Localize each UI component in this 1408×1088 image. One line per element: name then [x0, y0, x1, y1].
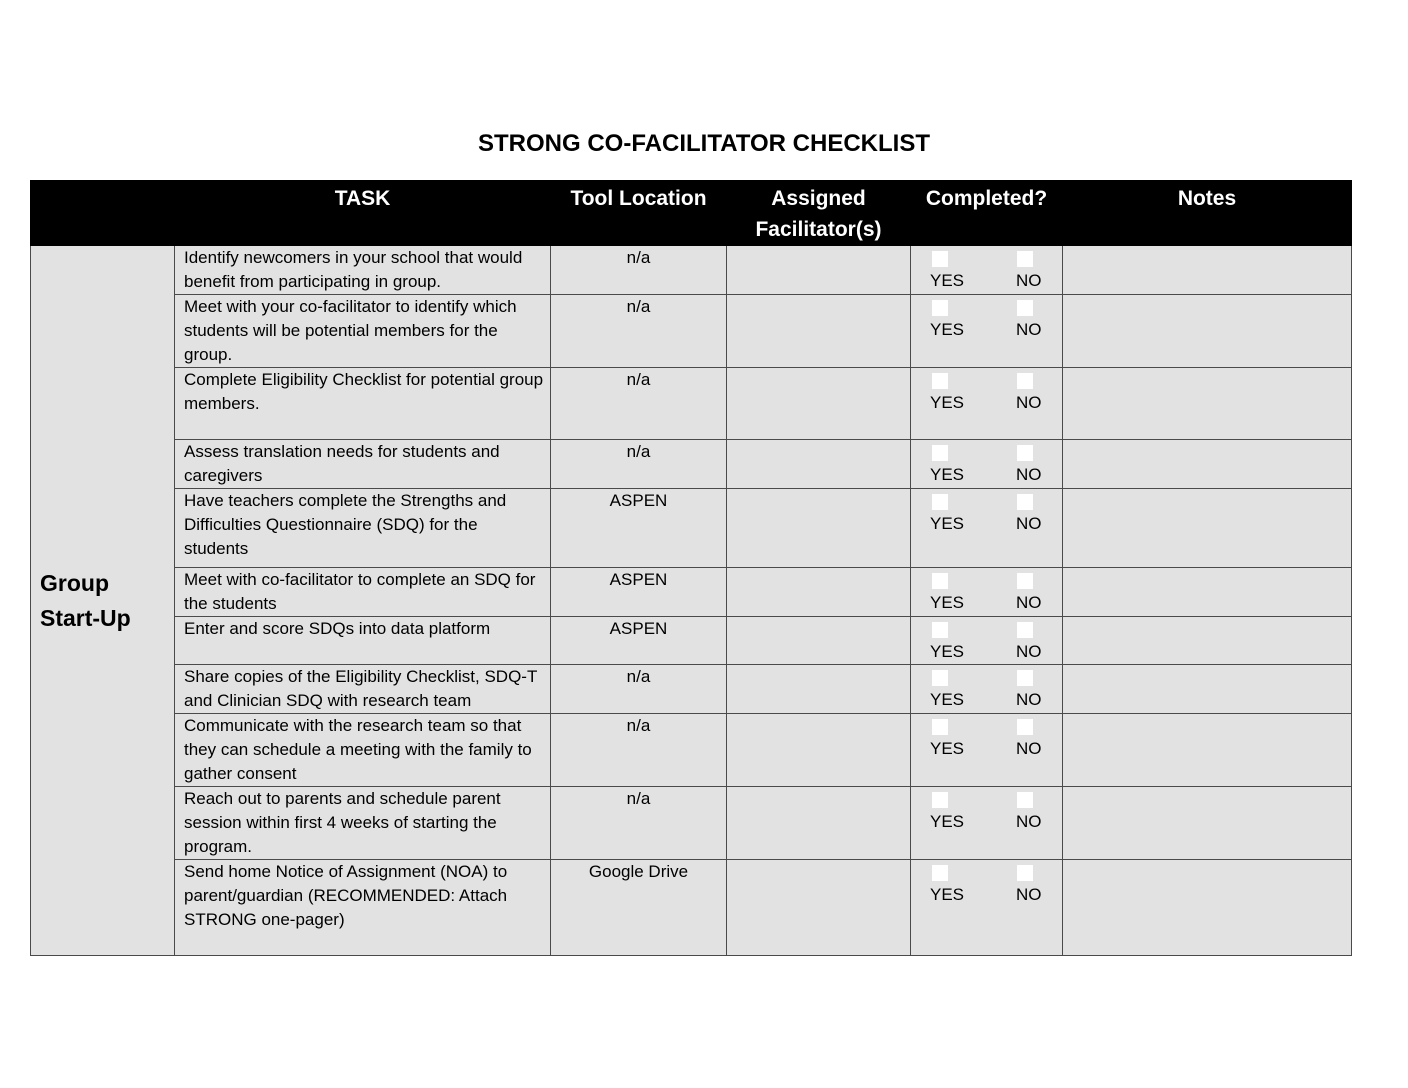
no-label: NO: [1016, 320, 1042, 339]
assigned-facilitator-cell[interactable]: [727, 489, 911, 568]
notes-cell[interactable]: [1063, 246, 1352, 295]
assigned-facilitator-cell[interactable]: [727, 714, 911, 787]
yes-label: YES: [930, 812, 965, 831]
yes-label: YES: [930, 514, 965, 533]
task-cell: Have teachers complete the Strengths and Difficulties Questionnaire (SDQ) for the students: [175, 489, 551, 568]
header-notes: Notes: [1063, 181, 1352, 246]
yes-no-group: [911, 714, 1062, 760]
assigned-facilitator-cell[interactable]: [727, 787, 911, 860]
yes-checkbox[interactable]: [932, 573, 948, 589]
no-label: NO: [1016, 739, 1042, 758]
yes-checkbox[interactable]: [932, 373, 948, 389]
task-cell: Communicate with the research team so that they can schedule a meeting with the family to gather consent: [175, 714, 551, 787]
header-assigned-facilitators: Assigned Facilitator(s): [727, 181, 911, 246]
task-cell: Enter and score SDQs into data platform: [175, 617, 551, 665]
assigned-facilitator-cell[interactable]: [727, 860, 911, 956]
page-title: STRONG CO-FACILITATOR CHECKLIST: [478, 130, 930, 157]
yes-no-group: [911, 295, 1062, 341]
header-row: [31, 181, 1352, 246]
no-label: NO: [1016, 690, 1042, 709]
yes-label: YES: [930, 642, 965, 661]
yes-no-group: [911, 665, 1062, 711]
yes-label: YES: [930, 465, 965, 484]
tool-location-cell: n/a: [551, 368, 727, 440]
no-checkbox[interactable]: [1017, 445, 1033, 461]
assigned-facilitator-cell[interactable]: [727, 440, 911, 489]
no-label: NO: [1016, 465, 1042, 484]
no-checkbox[interactable]: [1017, 622, 1033, 638]
no-checkbox[interactable]: [1017, 792, 1033, 808]
no-checkbox[interactable]: [1017, 373, 1033, 389]
notes-cell[interactable]: [1063, 295, 1352, 368]
yes-checkbox[interactable]: [932, 719, 948, 735]
completed-cell: [911, 568, 1063, 617]
completed-cell: [911, 787, 1063, 860]
table-row: [31, 860, 1352, 956]
completed-cell: [911, 295, 1063, 368]
group-label-line2: Start-Up: [40, 604, 131, 631]
no-label: NO: [1016, 393, 1042, 412]
yes-checkbox[interactable]: [932, 670, 948, 686]
tool-location-cell: n/a: [551, 714, 727, 787]
yes-no-group: [911, 860, 1062, 906]
completed-cell: [911, 246, 1063, 295]
completed-cell: [911, 860, 1063, 956]
tool-location-cell: ASPEN: [551, 617, 727, 665]
yes-checkbox[interactable]: [932, 300, 948, 316]
no-checkbox[interactable]: [1017, 573, 1033, 589]
no-label: NO: [1016, 812, 1042, 831]
notes-cell[interactable]: [1063, 617, 1352, 665]
yes-label: YES: [930, 739, 965, 758]
header-tool-location: Tool Location: [551, 181, 727, 246]
notes-cell[interactable]: [1063, 714, 1352, 787]
table-row: [31, 714, 1352, 787]
no-checkbox[interactable]: [1017, 300, 1033, 316]
tool-location-cell: n/a: [551, 295, 727, 368]
tool-location-cell: n/a: [551, 665, 727, 714]
yes-label: YES: [930, 320, 965, 339]
assigned-facilitator-cell[interactable]: [727, 246, 911, 295]
no-checkbox[interactable]: [1017, 251, 1033, 267]
notes-cell[interactable]: [1063, 860, 1352, 956]
group-label-line1: Group: [40, 569, 109, 596]
no-label: NO: [1016, 271, 1042, 290]
table-row: [31, 295, 1352, 368]
yes-label: YES: [930, 271, 965, 290]
assigned-facilitator-cell[interactable]: [727, 368, 911, 440]
assigned-facilitator-cell[interactable]: [727, 295, 911, 368]
yes-no-group: [911, 440, 1062, 486]
yes-no-group: [911, 617, 1062, 663]
no-label: NO: [1016, 514, 1042, 533]
task-cell: Reach out to parents and schedule parent session within first 4 weeks of starting the program.: [175, 787, 551, 860]
tool-location-cell: ASPEN: [551, 489, 727, 568]
no-checkbox[interactable]: [1017, 719, 1033, 735]
notes-cell[interactable]: [1063, 440, 1352, 489]
table-row: [31, 246, 1352, 295]
completed-cell: [911, 714, 1063, 787]
no-checkbox[interactable]: [1017, 865, 1033, 881]
assigned-facilitator-cell[interactable]: [727, 568, 911, 617]
header-completed: Completed?: [911, 181, 1063, 246]
tool-location-cell: Google Drive: [551, 860, 727, 956]
header-task: TASK: [175, 181, 551, 246]
yes-checkbox[interactable]: [932, 445, 948, 461]
table-row: [31, 787, 1352, 860]
checklist-table: [30, 180, 1352, 956]
tool-location-cell: ASPEN: [551, 568, 727, 617]
yes-no-group: [911, 246, 1062, 292]
task-cell: Meet with co-facilitator to complete an SDQ for the students: [175, 568, 551, 617]
completed-cell: [911, 617, 1063, 665]
notes-cell[interactable]: [1063, 568, 1352, 617]
yes-checkbox[interactable]: [932, 494, 948, 510]
completed-cell: [911, 368, 1063, 440]
task-cell: Share copies of the Eligibility Checklist, SDQ-T and Clinician SDQ with research team: [175, 665, 551, 714]
task-cell: Meet with your co-facilitator to identify which students will be potential members for the group.: [175, 295, 551, 368]
task-cell: Send home Notice of Assignment (NOA) to parent/guardian (RECOMMENDED: Attach STRONG one-pager): [175, 860, 551, 956]
group-label: [31, 246, 175, 956]
no-checkbox[interactable]: [1017, 670, 1033, 686]
table-row: [31, 368, 1352, 440]
tool-location-cell: n/a: [551, 787, 727, 860]
yes-label: YES: [930, 593, 965, 612]
notes-cell[interactable]: [1063, 787, 1352, 860]
yes-checkbox[interactable]: [932, 622, 948, 638]
completed-cell: [911, 665, 1063, 714]
no-label: NO: [1016, 885, 1042, 904]
assigned-facilitator-cell[interactable]: [727, 617, 911, 665]
yes-checkbox[interactable]: [932, 865, 948, 881]
table-row: [31, 489, 1352, 568]
tool-location-cell: n/a: [551, 246, 727, 295]
notes-cell[interactable]: [1063, 368, 1352, 440]
completed-cell: [911, 440, 1063, 489]
yes-no-group: [911, 368, 1062, 414]
notes-cell[interactable]: [1063, 489, 1352, 568]
assigned-facilitator-cell[interactable]: [727, 665, 911, 714]
table-row: [31, 665, 1352, 714]
yes-label: YES: [930, 885, 965, 904]
task-cell: Complete Eligibility Checklist for potential group members.: [175, 368, 551, 440]
completed-cell: [911, 489, 1063, 568]
no-checkbox[interactable]: [1017, 494, 1033, 510]
task-cell: Assess translation needs for students and caregivers: [175, 440, 551, 489]
tool-location-cell: n/a: [551, 440, 727, 489]
notes-cell[interactable]: [1063, 665, 1352, 714]
no-label: NO: [1016, 593, 1042, 612]
no-label: NO: [1016, 642, 1042, 661]
yes-label: YES: [930, 690, 965, 709]
task-cell: Identify newcomers in your school that would benefit from participating in group.: [175, 246, 551, 295]
table-row: [31, 568, 1352, 617]
table-row: [31, 617, 1352, 665]
header-section: [31, 181, 175, 246]
yes-no-group: [911, 489, 1062, 535]
yes-checkbox[interactable]: [932, 792, 948, 808]
yes-label: YES: [930, 393, 965, 412]
yes-no-group: [911, 787, 1062, 833]
yes-no-group: [911, 568, 1062, 614]
table-row: [31, 440, 1352, 489]
yes-checkbox[interactable]: [932, 251, 948, 267]
